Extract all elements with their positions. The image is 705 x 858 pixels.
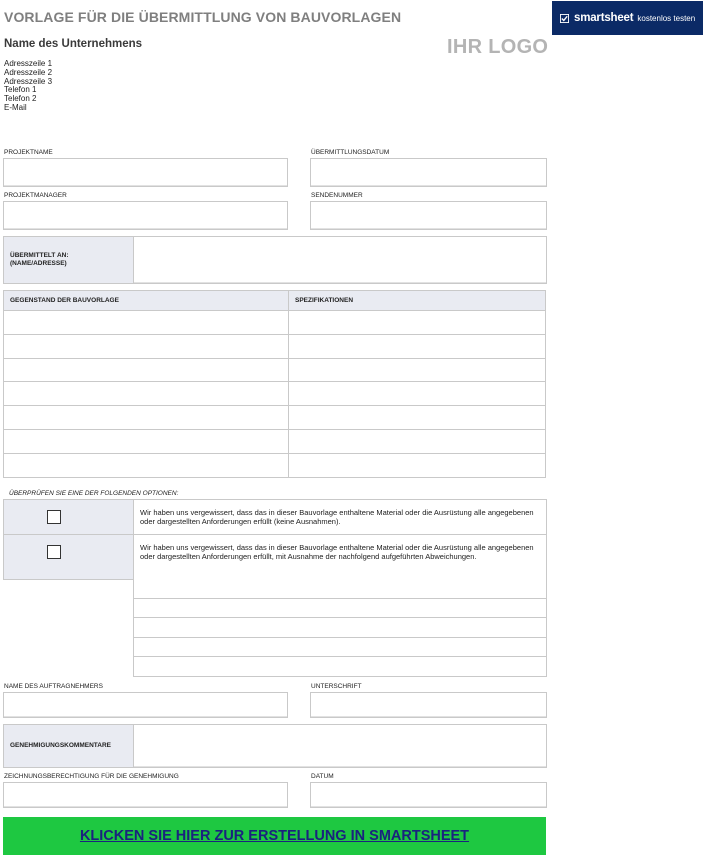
table-row: [4, 311, 546, 335]
option-2-checkbox[interactable]: [47, 545, 61, 559]
smartsheet-trial-button[interactable]: [552, 1, 703, 35]
table-row: [4, 406, 546, 430]
item-cell[interactable]: [4, 429, 289, 453]
badge-cta: kostenlos testen: [637, 13, 696, 23]
contractor-name-label: NAME DES AUFTRAGNEHMERS: [4, 683, 103, 690]
submittal-number-input[interactable]: [310, 201, 547, 230]
table-header-row: [4, 291, 546, 311]
smartsheet-check-icon: [560, 14, 569, 23]
date-input[interactable]: [310, 782, 547, 808]
submission-date-label: ÜBERMITTLUNGSDATUM: [311, 149, 390, 156]
spec-cell[interactable]: [289, 429, 546, 453]
badge-brand: smartsheet: [574, 12, 634, 24]
page-title: VORLAGE FÜR DIE ÜBERMITTLUNG VON BAUVORLAGEN: [4, 9, 402, 25]
submission-date-input[interactable]: [310, 158, 547, 187]
option-2-text-cell: [133, 534, 547, 580]
approval-comments-label: GENEHMIGUNGSKOMMENTARE: [10, 742, 111, 749]
table-row: [4, 429, 546, 453]
submittal-items-table: [3, 290, 546, 478]
contractor-name-input[interactable]: [3, 692, 288, 718]
item-cell[interactable]: [4, 334, 289, 358]
table-row: [4, 453, 546, 477]
project-name-input[interactable]: [3, 158, 288, 187]
table-row: [4, 334, 546, 358]
email: E-Mail: [4, 102, 27, 112]
exception-row[interactable]: [133, 618, 547, 638]
signature-label: UNTERSCHRIFT: [311, 683, 362, 690]
spec-cell[interactable]: [289, 311, 546, 335]
item-cell[interactable]: [4, 406, 289, 430]
option-1-text: Wir haben uns vergewissert, dass das in dieser Bauvorlage enthaltene Material oder die Ausrüstung alle angegebenen oder dargestellten Anforderungen erfüllt (keine Ausnahmen).: [140, 508, 534, 526]
option-1-checkbox[interactable]: [47, 510, 61, 524]
phone-2: Telefon 2: [4, 94, 37, 104]
project-name-label: PROJEKTNAME: [4, 149, 53, 156]
options-heading: ÜBERPRÜFEN SIE EINE DER FOLGENDEN OPTIONEN:: [9, 490, 179, 497]
address-block: [4, 60, 52, 113]
create-in-smartsheet-link[interactable]: KLICKEN SIE HIER ZUR ERSTELLUNG IN SMARTSHEET: [79, 828, 470, 844]
approval-comments-input[interactable]: [133, 724, 547, 768]
date-label: DATUM: [311, 773, 334, 780]
address-line-3: Adresszeile 3: [4, 76, 53, 86]
company-name: Name des Unternehmens: [4, 38, 143, 50]
approval-authority-label: ZEICHNUNGSBERECHTIGUNG FÜR DIE GENEHMIGUNG: [4, 773, 179, 780]
option-2-text: Wir haben uns vergewissert, dass das in dieser Bauvorlage enthaltene Material oder die Ausrüstung alle angegebenen oder dargestellten Anforderungen erfüllt, mit Ausnahme der nachfolgend aufgeführten Abweichungen.: [140, 543, 534, 561]
exception-row[interactable]: [133, 599, 547, 619]
spec-cell[interactable]: [289, 334, 546, 358]
submittal-number-label: SENDENUMMER: [311, 192, 363, 199]
spec-cell[interactable]: [289, 358, 546, 382]
address-line-1: Adresszeile 1: [4, 59, 53, 68]
exception-row[interactable]: [133, 579, 547, 599]
spec-cell[interactable]: [289, 382, 546, 406]
table-row: [4, 382, 546, 406]
transmitted-to-label: ÜBERMITTELT AN: (NAME/ADRESSE): [10, 252, 69, 267]
project-manager-label: PROJEKTMANAGER: [4, 192, 67, 199]
phone-1: Telefon 1: [4, 85, 37, 95]
exception-row[interactable]: [133, 638, 547, 658]
transmitted-to-input[interactable]: [133, 236, 547, 284]
item-cell[interactable]: [4, 382, 289, 406]
spec-cell[interactable]: [289, 406, 546, 430]
transmitted-to-label-cell: [3, 236, 134, 284]
column-header-item: GEGENSTAND DER BAUVORLAGE: [4, 291, 289, 311]
option-2-checkbox-cell: [3, 534, 134, 580]
approval-comments-label-cell: [3, 724, 134, 768]
project-manager-input[interactable]: [3, 201, 288, 230]
option-1-text-cell: [133, 499, 547, 535]
exception-row[interactable]: [133, 657, 547, 677]
column-header-specs: SPEZIFIKATIONEN: [289, 291, 546, 311]
approval-authority-input[interactable]: [3, 782, 288, 808]
table-row: [4, 358, 546, 382]
item-cell[interactable]: [4, 358, 289, 382]
signature-input[interactable]: [310, 692, 547, 718]
item-cell[interactable]: [4, 453, 289, 477]
create-in-smartsheet-banner: [3, 817, 546, 855]
address-line-2: Adresszeile 2: [4, 67, 53, 77]
option-1-checkbox-cell: [3, 499, 134, 535]
spec-cell[interactable]: [289, 453, 546, 477]
logo-placeholder: IHR LOGO: [447, 36, 549, 58]
item-cell[interactable]: [4, 311, 289, 335]
